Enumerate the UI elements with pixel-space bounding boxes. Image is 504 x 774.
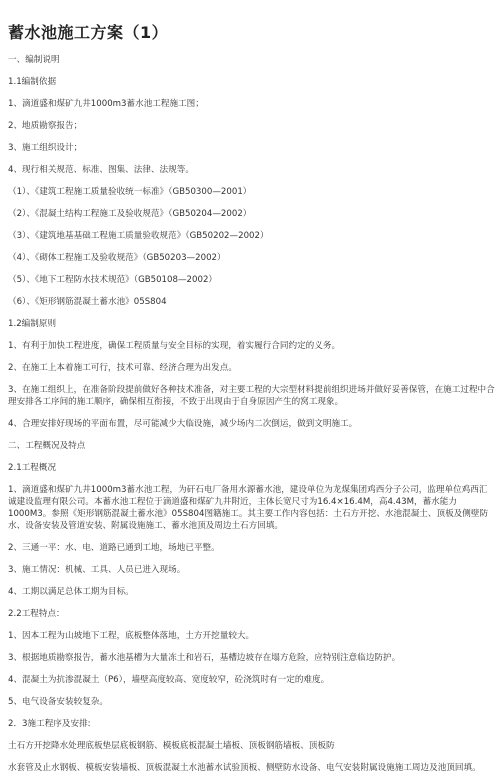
subsection-heading: 1.1编制依据 — [8, 77, 57, 87]
subsection-heading: 2.1工程概况 — [8, 463, 57, 473]
standard-item: （2）、《混凝土结构工程施工及验收规范》（GB50204—2002） — [8, 209, 252, 219]
subsection-heading: 2．3施工程序及安排: — [8, 719, 91, 729]
document-body — [8, 54, 496, 774]
list-item: 1、因本工程为山坡地下工程，底板整体落地，土方开挖量较大。 — [8, 631, 255, 641]
list-item: 5、电气设备安装较复杂。 — [8, 697, 108, 707]
list-item: 4、工期以满足总体工期为目标。 — [8, 587, 134, 597]
list-item: 3、施工情况：机械、工具、人员已进入现场。 — [8, 565, 186, 575]
section-heading: 二、工程概况及特点 — [8, 441, 86, 451]
list-item: 2、三通一平：水、电、道路已通到工地，场地已平整。 — [8, 543, 220, 553]
list-item: 4、合理安排好现场的平面布置，尽可能减少大临设施，减少场内二次倒运，做到文明施工。 — [8, 419, 358, 429]
list-item: 3、在施工组织上，在准备阶段提前做好各种技术准备，对主要工程的大宗型材料提前组织进场并做好妥善保管，在施工过程中合理安排各工序间的施工顺序，确保相互衔接，不致于出现由于自身原因产生的窝工现象。 — [8, 385, 495, 407]
document-title: 蓄水池施工方案（1） — [8, 23, 169, 42]
standard-item: （6）、《矩形钢筋混凝土蓄水池》05S804 — [8, 297, 167, 307]
list-item: 1、滴道盛和煤矿九井1000m3蓄水池工程，为矸石电厂备用水源蓄水池，建设单位为龙煤集团鸡西分子公司，监理单位鸡西汇诚建设监理有限公司。本蓄水池工程位于滴道盛和煤矿九井附近，主体长宽尺寸为16.4×16.4M，高4.43M，蓄水能力1000M3。参照《矩形钢筋混凝土蓄水池》05S804图籍施工。其主要工作内容包括：土石方开挖、水池混凝土、顶板及侧壁防水、设备安装及管道安装、附属设施施工、蓄水池顶及周边土石方回填。 — [8, 485, 489, 531]
list-item: 2、地质勘察报告； — [8, 121, 83, 131]
paragraph: 土石方开挖降水处理底板垫层底板钢筋、模板底板混凝土墙板、顶板钢筋墙板、顶板防 — [8, 741, 335, 751]
standard-item: （4）、《砌体工程施工及验收规范》（GB50203—2002） — [8, 253, 226, 263]
standard-item: （1）、《建筑工程施工质量验收统一标准》（GB50300—2001） — [8, 187, 252, 197]
list-item: 1、有利于加快工程进度，确保工程质量与安全目标的实现，着实履行合同约定的义务。 — [8, 341, 341, 351]
list-item: 4、现行相关规范、标准、图集、法律、法规等。 — [8, 165, 194, 175]
paragraph: 水套管及止水钢板、模板安装墙板、顶板混凝土水池蓄水试验顶板、侧壁防水设备、电气安装附属设施施工周边及池顶回填。 — [8, 763, 481, 773]
list-item: 1、滴道盛和煤矿九井1000m3蓄水池工程施工图； — [8, 99, 204, 109]
subsection-heading: 2.2工程特点： — [8, 609, 65, 619]
list-item: 3、根据地质勘察报告，蓄水池基槽为大量冻土和岩石，基槽边坡存在塌方危险，应特别注意临边防护。 — [8, 653, 401, 663]
subsection-heading: 1.2编制原则 — [8, 319, 57, 329]
list-item: 3、施工组织设计； — [8, 143, 83, 153]
section-heading: 一、编制说明 — [8, 55, 60, 65]
list-item: 2、在施工上本着施工可行，技术可靠、经济合理为出发点。 — [8, 363, 237, 373]
standard-item: （3）、《建筑地基基础工程施工质量验收规范》（GB50202—2002） — [8, 231, 269, 241]
standard-item: （5）、《地下工程防水技术规范》（GB50108—2002） — [8, 275, 218, 285]
list-item: 4、混凝土为抗渗混凝土（P6），墙壁高度较高、宽度较窄，砼浇筑时有一定的难度。 — [8, 675, 330, 685]
